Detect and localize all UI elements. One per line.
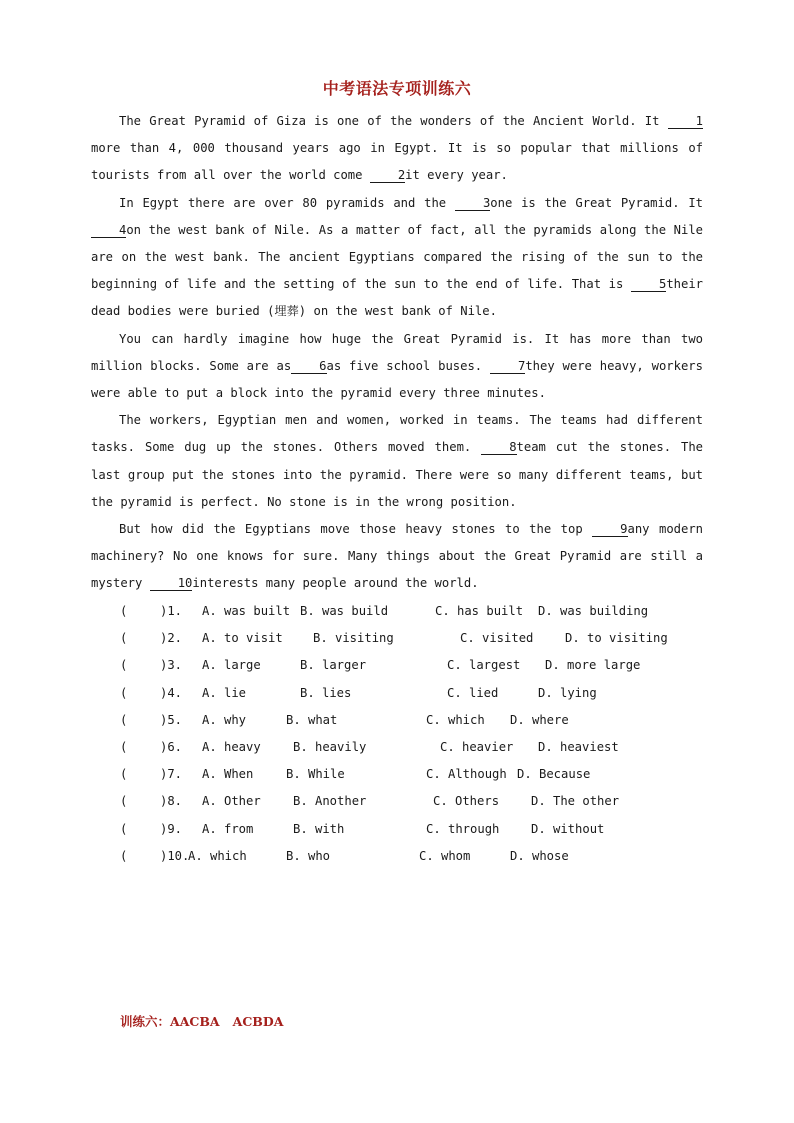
option-d: D. to visiting <box>565 631 668 646</box>
blank-2: 2 <box>370 168 405 183</box>
passage-text: it every year. <box>405 168 508 183</box>
paragraph-5 <box>91 516 703 598</box>
option-c: C. whom <box>419 848 471 863</box>
blank-6: 6 <box>291 359 326 374</box>
answer-paren: ( <box>120 712 128 727</box>
option-b: B. what <box>286 712 338 727</box>
question-number: )9. <box>160 821 183 836</box>
question-number: )7. <box>160 767 183 782</box>
option-d: D. lying <box>538 685 597 700</box>
paragraph-4 <box>91 407 703 516</box>
passage <box>91 108 703 598</box>
option-c: C. through <box>426 821 500 836</box>
option-b: B. was build <box>300 604 389 618</box>
answer-paren: ( <box>120 739 128 754</box>
option-a: A. heavy <box>202 739 261 754</box>
passage-text: team cut the stones. The last group put the stones into the pyramid. There were so many different teams, but the pyramid is perfect. No stone is in the wrong position. <box>91 440 703 509</box>
option-a: A. from <box>202 821 254 836</box>
passage-text: as five school buses. <box>326 358 490 373</box>
answer-paren: ( <box>120 631 128 646</box>
option-c: C. has built <box>435 604 524 618</box>
option-a: A. was built <box>202 604 291 618</box>
option-c: C. which <box>426 712 485 727</box>
option-a: A. why <box>202 712 247 727</box>
option-d: D. heaviest <box>538 739 619 754</box>
option-b: B. larger <box>300 658 367 673</box>
passage-text: interests many people around the world. <box>192 576 479 591</box>
blank-4: 4 <box>91 223 126 238</box>
question-number: )10. <box>160 848 190 863</box>
option-c: C. visited <box>460 631 534 646</box>
option-b: B. visiting <box>313 631 394 646</box>
passage-text: more than 4, 000 thousand years ago in Egypt. It is so popular that millions of tourists from all over the world come <box>91 141 703 183</box>
option-a: A. When <box>202 767 254 782</box>
page-title: 中考语法专项训练六 <box>322 79 472 98</box>
option-a: A. large <box>202 658 261 673</box>
option-a: A. lie <box>202 685 247 700</box>
blank-1: 1 <box>668 114 703 129</box>
option-c: C. Others <box>433 794 500 809</box>
option-d: D. without <box>531 821 605 836</box>
answer-paren: ( <box>120 604 128 618</box>
answer-paren: ( <box>120 658 128 673</box>
passage-text: The workers, Egyptian men and women, worked in teams. The teams had different tasks. Some dug up the stones. Others moved them. <box>91 413 703 455</box>
option-d: D. more large <box>545 658 641 673</box>
blank-10: 10 <box>150 576 193 591</box>
option-b: B. heavily <box>293 739 367 754</box>
option-b: B. who <box>286 848 331 863</box>
blank-7: 7 <box>490 359 525 374</box>
passage-text: any modern machinery? No one knows for sure. Many things about the Great Pyramid are still a mystery <box>91 522 704 591</box>
blank-3: 3 <box>455 196 490 211</box>
question-number: )3. <box>160 658 183 673</box>
passage-text: In Egypt there are over 80 pyramids and the <box>119 195 455 210</box>
option-a: A. which <box>188 848 247 863</box>
passage-text: one is the Great Pyramid. It <box>490 195 703 210</box>
answer-key: 训练六：AACBA ACBDA <box>120 1014 284 1029</box>
option-b: B. Another <box>293 794 367 809</box>
blank-5: 5 <box>631 277 666 292</box>
passage-text: on the west bank of Nile. As a matter of fact, all the pyramids along the Nile are on the west bank. The ancient Egyptians compared the rising of the sun to the beginning of life and the setting of the sun to the end of life. That is <box>91 222 703 292</box>
passage-text: You can hardly imagine how huge the Great Pyramid is. It has more than two million blocks. Some are as <box>91 331 703 373</box>
option-c: C. lied <box>447 685 499 700</box>
option-d: D. The other <box>531 794 620 809</box>
question-number: )8. <box>160 794 183 809</box>
paragraph-2 <box>91 190 703 326</box>
option-d: D. where <box>510 712 569 727</box>
option-d: D. Because <box>517 767 591 782</box>
passage-text: they were heavy, workers were able to put a block into the pyramid every three minutes. <box>91 358 703 401</box>
answer-paren: ( <box>120 794 128 809</box>
answer-paren: ( <box>120 821 128 836</box>
passage-text: their dead bodies were buried (埋葬) on the west bank of Nile. <box>91 277 703 319</box>
question-number: )5. <box>160 712 183 727</box>
answer-paren: ( <box>120 848 128 863</box>
option-d: D. was building <box>538 604 649 618</box>
answer-paren: ( <box>120 685 128 700</box>
option-c: C. heavier <box>440 739 514 754</box>
paragraph-3 <box>91 326 703 408</box>
passage-text: The Great Pyramid of Giza is one of the wonders of the Ancient World. It <box>119 114 668 128</box>
option-b: B. lies <box>300 685 352 700</box>
question-number: )2. <box>160 631 183 646</box>
option-b: B. While <box>286 767 345 782</box>
blank-8: 8 <box>481 440 516 455</box>
question-number: )4. <box>160 685 183 700</box>
option-d: D. whose <box>510 848 569 863</box>
passage-text: But how did the Egyptians move those heavy stones to the top <box>119 522 593 537</box>
question-number: )6. <box>160 739 183 754</box>
option-a: A. Other <box>202 794 261 809</box>
blank-9: 9 <box>592 522 627 537</box>
answer-paren: ( <box>120 767 128 782</box>
option-a: A. to visit <box>202 631 283 646</box>
option-c: C. Although <box>426 767 507 782</box>
option-b: B. with <box>293 821 345 836</box>
paragraph-1 <box>91 108 703 190</box>
question-number: )1. <box>160 604 183 618</box>
option-c: C. largest <box>447 658 521 673</box>
